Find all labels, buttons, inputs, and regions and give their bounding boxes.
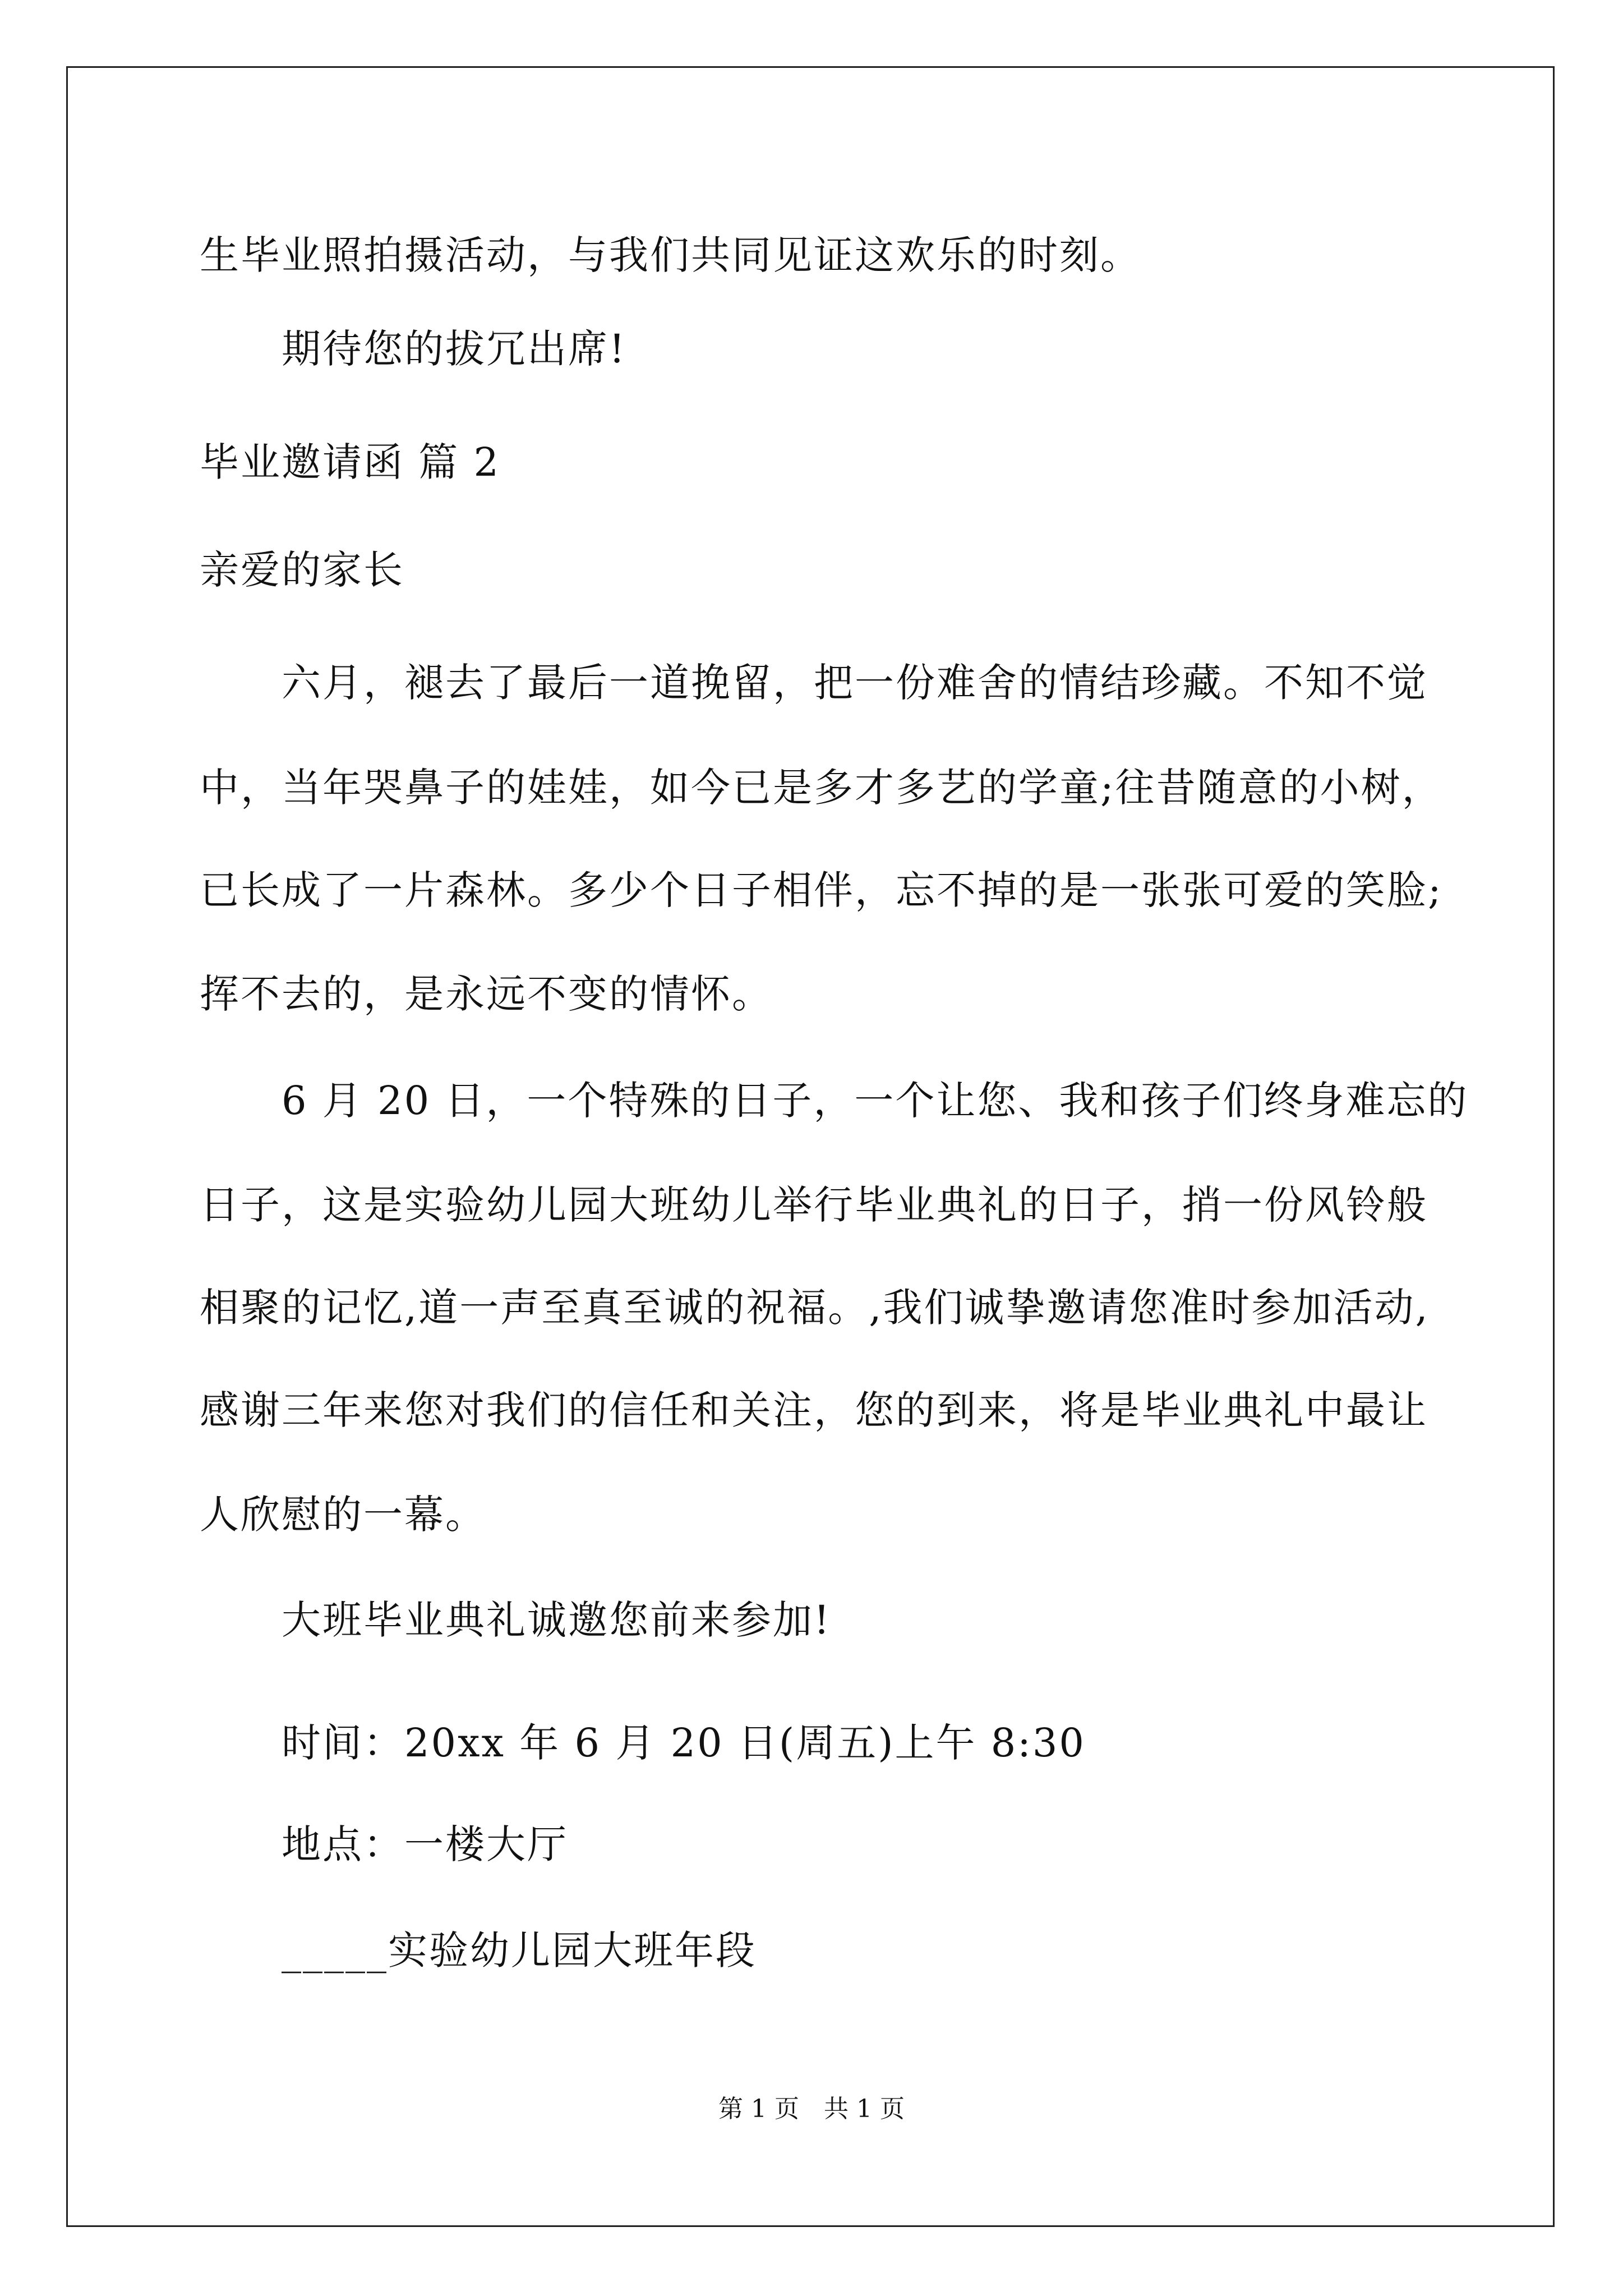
paragraph-line: 挥不去的，是永远不变的情怀。 [200, 971, 773, 1017]
paragraph-line: 人欣慰的一幕。 [200, 1492, 486, 1538]
salutation: 亲爱的家长 [200, 547, 404, 593]
section-heading: 毕业邀请函 篇 2 [200, 439, 501, 485]
paragraph-line: 相聚的记忆,道一声至真至诚的祝福。,我们诚挚邀请您准时参加活动, [200, 1285, 1430, 1331]
paragraph-line: 生毕业照拍摄活动，与我们共同见证这欢乐的时刻。 [200, 232, 1141, 278]
paragraph-line: 6 月 20 日，一个特殊的日子，一个让您、我和孩子们终身难忘的 [282, 1078, 1469, 1124]
paragraph-line: 中，当年哭鼻子的娃娃，如今已是多才多艺的学童;往昔随意的小树， [200, 765, 1443, 811]
event-location: 地点：一楼大厅 [282, 1821, 568, 1867]
invitation-line: 大班毕业典礼诚邀您前来参加! [282, 1597, 832, 1643]
paragraph-line: 六月，褪去了最后一道挽留，把一份难舍的情结珍藏。不知不觉 [282, 660, 1428, 706]
page-footer: 第 1 页 共 1 页 [718, 2095, 905, 2123]
paragraph-line: 已长成了一片森林。多少个日子相伴，忘不掉的是一张张可爱的笑脸; [200, 867, 1443, 913]
paragraph-line: 期待您的拔冗出席! [282, 326, 627, 372]
paragraph-line: 感谢三年来您对我们的信任和关注，您的到来，将是毕业典礼中最让 [200, 1387, 1428, 1433]
event-time: 时间：20xx 年 6 月 20 日(周五)上午 8:30 [282, 1720, 1086, 1766]
paragraph-line: 日子，这是实验幼儿园大班幼儿举行毕业典礼的日子，捎一份风铃般 [200, 1182, 1428, 1228]
signature-line: _____实验幼儿园大班年段 [282, 1927, 757, 1973]
page-border [66, 66, 1555, 2227]
